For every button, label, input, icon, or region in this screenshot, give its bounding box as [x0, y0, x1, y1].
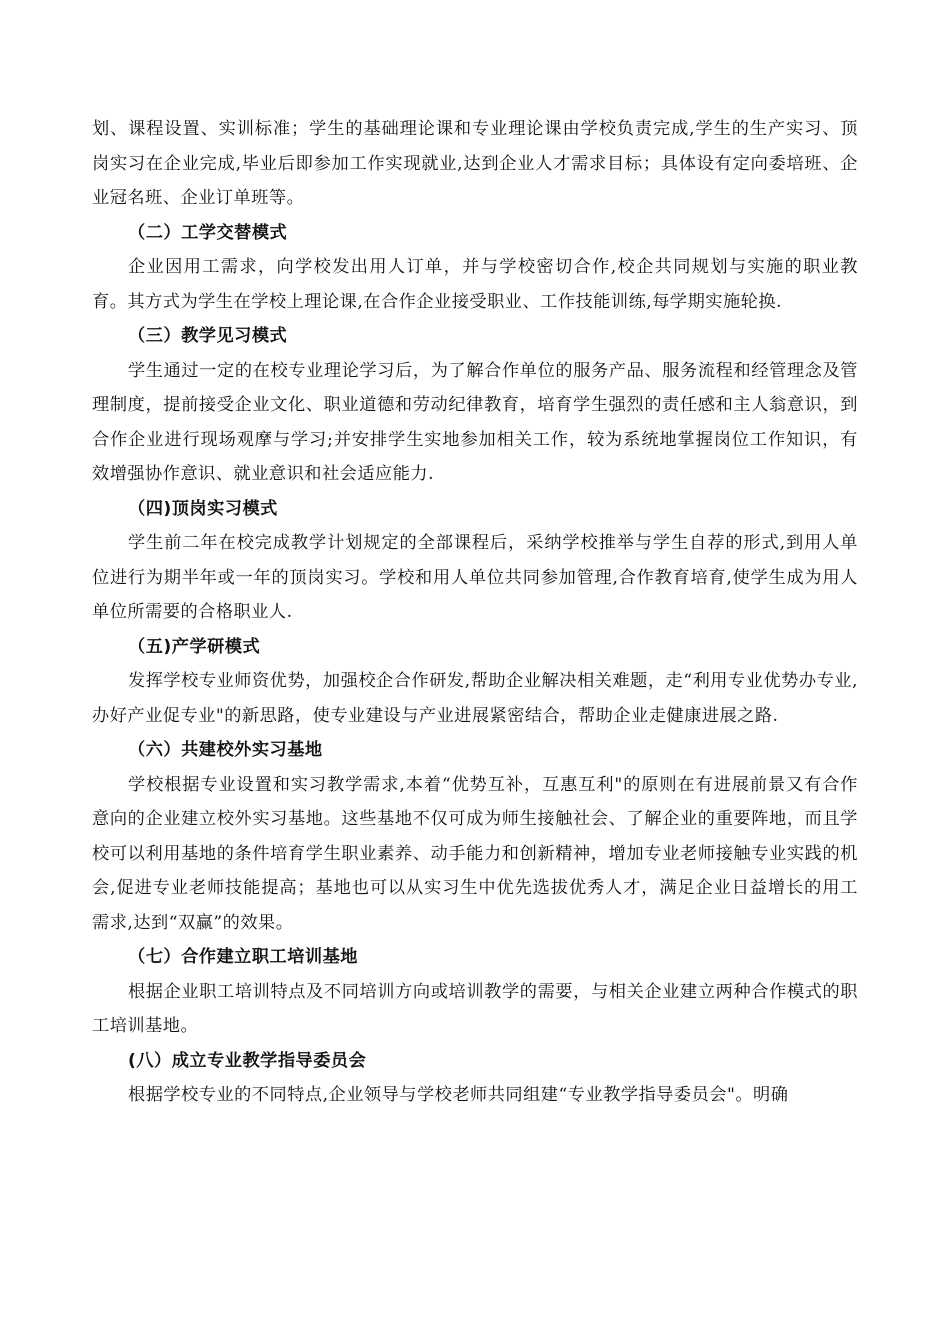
section-body-5: 发挥学校专业师资优势，加强校企合作研发,帮助企业解决相关难题，走“利用专业优势办专业,办好产业促专业"的新思路，使专业建设与产业进展紧密结合，帮助企业走健康进展之路. [92, 671, 858, 726]
section-body-3: 学生通过一定的在校专业理论学习后，为了解合作单位的服务产品、服务流程和经管理念及管理制度，提前接受企业文化、职业道德和劳动纪律教育，培育学生强烈的责任感和主人翁意识，到合作企业进行现场观摩与学习;并安排学生实地参加相关工作，较为系统地掌握岗位工作知识，有效增强协作意识、就业意识和社会适应能力. [92, 360, 858, 484]
section-heading-3: （三）教学见习模式 [128, 326, 288, 346]
section-heading-5: （五)产学研模式 [128, 636, 261, 657]
section-body-4: 学生前二年在校完成教学计划规定的全部课程后，采纳学校推举与学生自荐的形式,到用人单位进行为期半年或一年的顶岗实习。学校和用人单位共同参加管理,合作教育培育,使学生成为用人单位所需要的合格职业人. [92, 533, 858, 622]
section-body-2: 企业因用工需求，向学校发出用人订单，并与学校密切合作,校企共同规划与实施的职业教育。其方式为学生在学校上理论课,在合作企业接受职业、工作技能训练,每学期实施轮换. [92, 257, 858, 312]
section-heading-7: （七）合作建立职工培训基地 [128, 947, 358, 967]
section-body-8: 根据学校专业的不同特点,企业领导与学校老师共同组建“专业教学指导委员会"。明确 [128, 1085, 789, 1105]
intro-paragraph: 划、课程设置、实训标准；学生的基础理论课和专业理论课由学校负责完成,学生的生产实习、顶岗实习在企业完成,毕业后即参加工作实现就业,达到企业人才需求目标；具体设有定向委培班、企业冠名班、企业订单班等。 [92, 119, 858, 208]
section-heading-8: (八）成立专业教学指导委员会 [128, 1050, 367, 1071]
section-heading-4: （四)顶岗实习模式 [128, 498, 278, 519]
section-body-6: 学校根据专业设置和实习教学需求,本着“优势互补，互惠互利"的原则在有进展前景又有合作意向的企业建立校外实习基地。这些基地不仅可成为师生接触社会、了解企业的重要阵地，而且学校可以利用基地的条件培育学生职业素养、动手能力和创新精神，增加专业老师接触专业实践的机会,促进专业老师技能提高；基地也可以从实习生中优先选拔优秀人才，满足企业日益增长的用工需求,达到“双赢”的效果。 [92, 774, 858, 933]
section-body-7: 根据企业职工培训特点及不同培训方向或培训教学的需要，与相关企业建立两种合作模式的职工培训基地。 [92, 981, 858, 1036]
section-heading-6: （六）共建校外实习基地 [128, 740, 323, 760]
section-heading-2: （二）工学交替模式 [128, 222, 288, 243]
